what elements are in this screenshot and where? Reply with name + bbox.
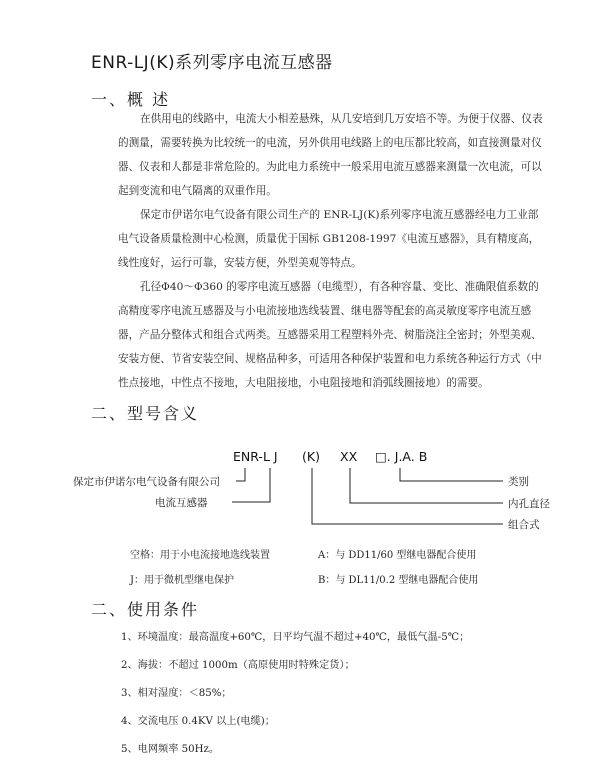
overview-paragraph-1: 在供用电的线路中，电流大小相差悬殊，从几安培到几万安培不等。为便于仪器、仪表的测量，需要转换为比较统一的电流，另外供用电线路上的电压都比较高，如直接测量对仪器、仪表和人都是非常危险的。为此电力系统中一般采用电流互感器来测量一次电流，可以起到变流和电气隔离的双重作用。	[118, 113, 543, 197]
label-assembly-type: 组合式	[508, 519, 540, 531]
note-a: A：与 DD11/60 型继电器配合使用	[318, 550, 477, 561]
condition-item: 4、交流电压 0.4KV 以上(电缆)；	[121, 716, 275, 727]
section-heading-conditions: 二、使用条件	[91, 600, 200, 619]
section-heading-overview: 一、概 述	[91, 90, 171, 109]
label-bore-diameter: 内孔直径	[508, 498, 550, 510]
section-heading-model: 二、型号含义	[91, 404, 200, 423]
condition-item: 1、环境温度：最高温度+60℃，日平均气温不超过+40℃，最低气温-5℃；	[121, 632, 470, 643]
overview-paragraph-2: 保定市伊诺尔电气设备有限公司生产的 ENR-LJ(K)系列零序电流互感器经电力工业部电气设备质量检测中心检测，质量优于国标 GB1208-1997《电流互感器》，具有精度高，线性度好，运行可靠，安装方便，外型美观等特点。	[118, 209, 540, 269]
note-blank: 空格：用于小电流接地选线装置	[130, 550, 270, 561]
note-j: J：用于微机型继电保护	[130, 575, 235, 586]
code-part-k: (K)	[302, 449, 320, 464]
label-category: 类别	[508, 476, 529, 488]
overview-paragraph-3: 孔径Φ40～Φ360 的零序电流互感器（电缆型），有各种容量、变比、准确限值系数的高精度零序电流互感器及与小电流接地选线装置、继电器等配套的高灵敏度零序电流互感器，产品分整体式和组合式两类。互感器采用工程塑料外壳、树脂浇注全密封；外型美观、安装方便、节省安装空间、规格品种多，可适用各种保护装置和电力系统各种运行方式（中性点接地，中性点不接地，大电阻接地，小电阻接地和消弧线圈接地）的需要。	[118, 281, 542, 389]
code-part-xx: XX	[340, 449, 358, 464]
code-part-enr-lj: ENR-L J	[233, 449, 278, 464]
document-title: ENR-LJ(K)系列零序电流互感器	[91, 53, 333, 73]
condition-item: 3、相对湿度：＜85%；	[121, 688, 232, 699]
label-current-transformer: 电流互感器	[155, 497, 208, 509]
condition-item: 5、电网频率 50Hz。	[121, 744, 220, 755]
note-b: B：与 DL11/0.2 型继电器配合使用	[318, 575, 479, 586]
condition-item: 2、海拔：不超过 1000m（高原使用时特殊定货）；	[121, 660, 355, 671]
label-company: 保定市伊诺尔电气设备有限公司	[73, 476, 220, 488]
code-part-suffix: □. J.A. B	[375, 449, 428, 464]
